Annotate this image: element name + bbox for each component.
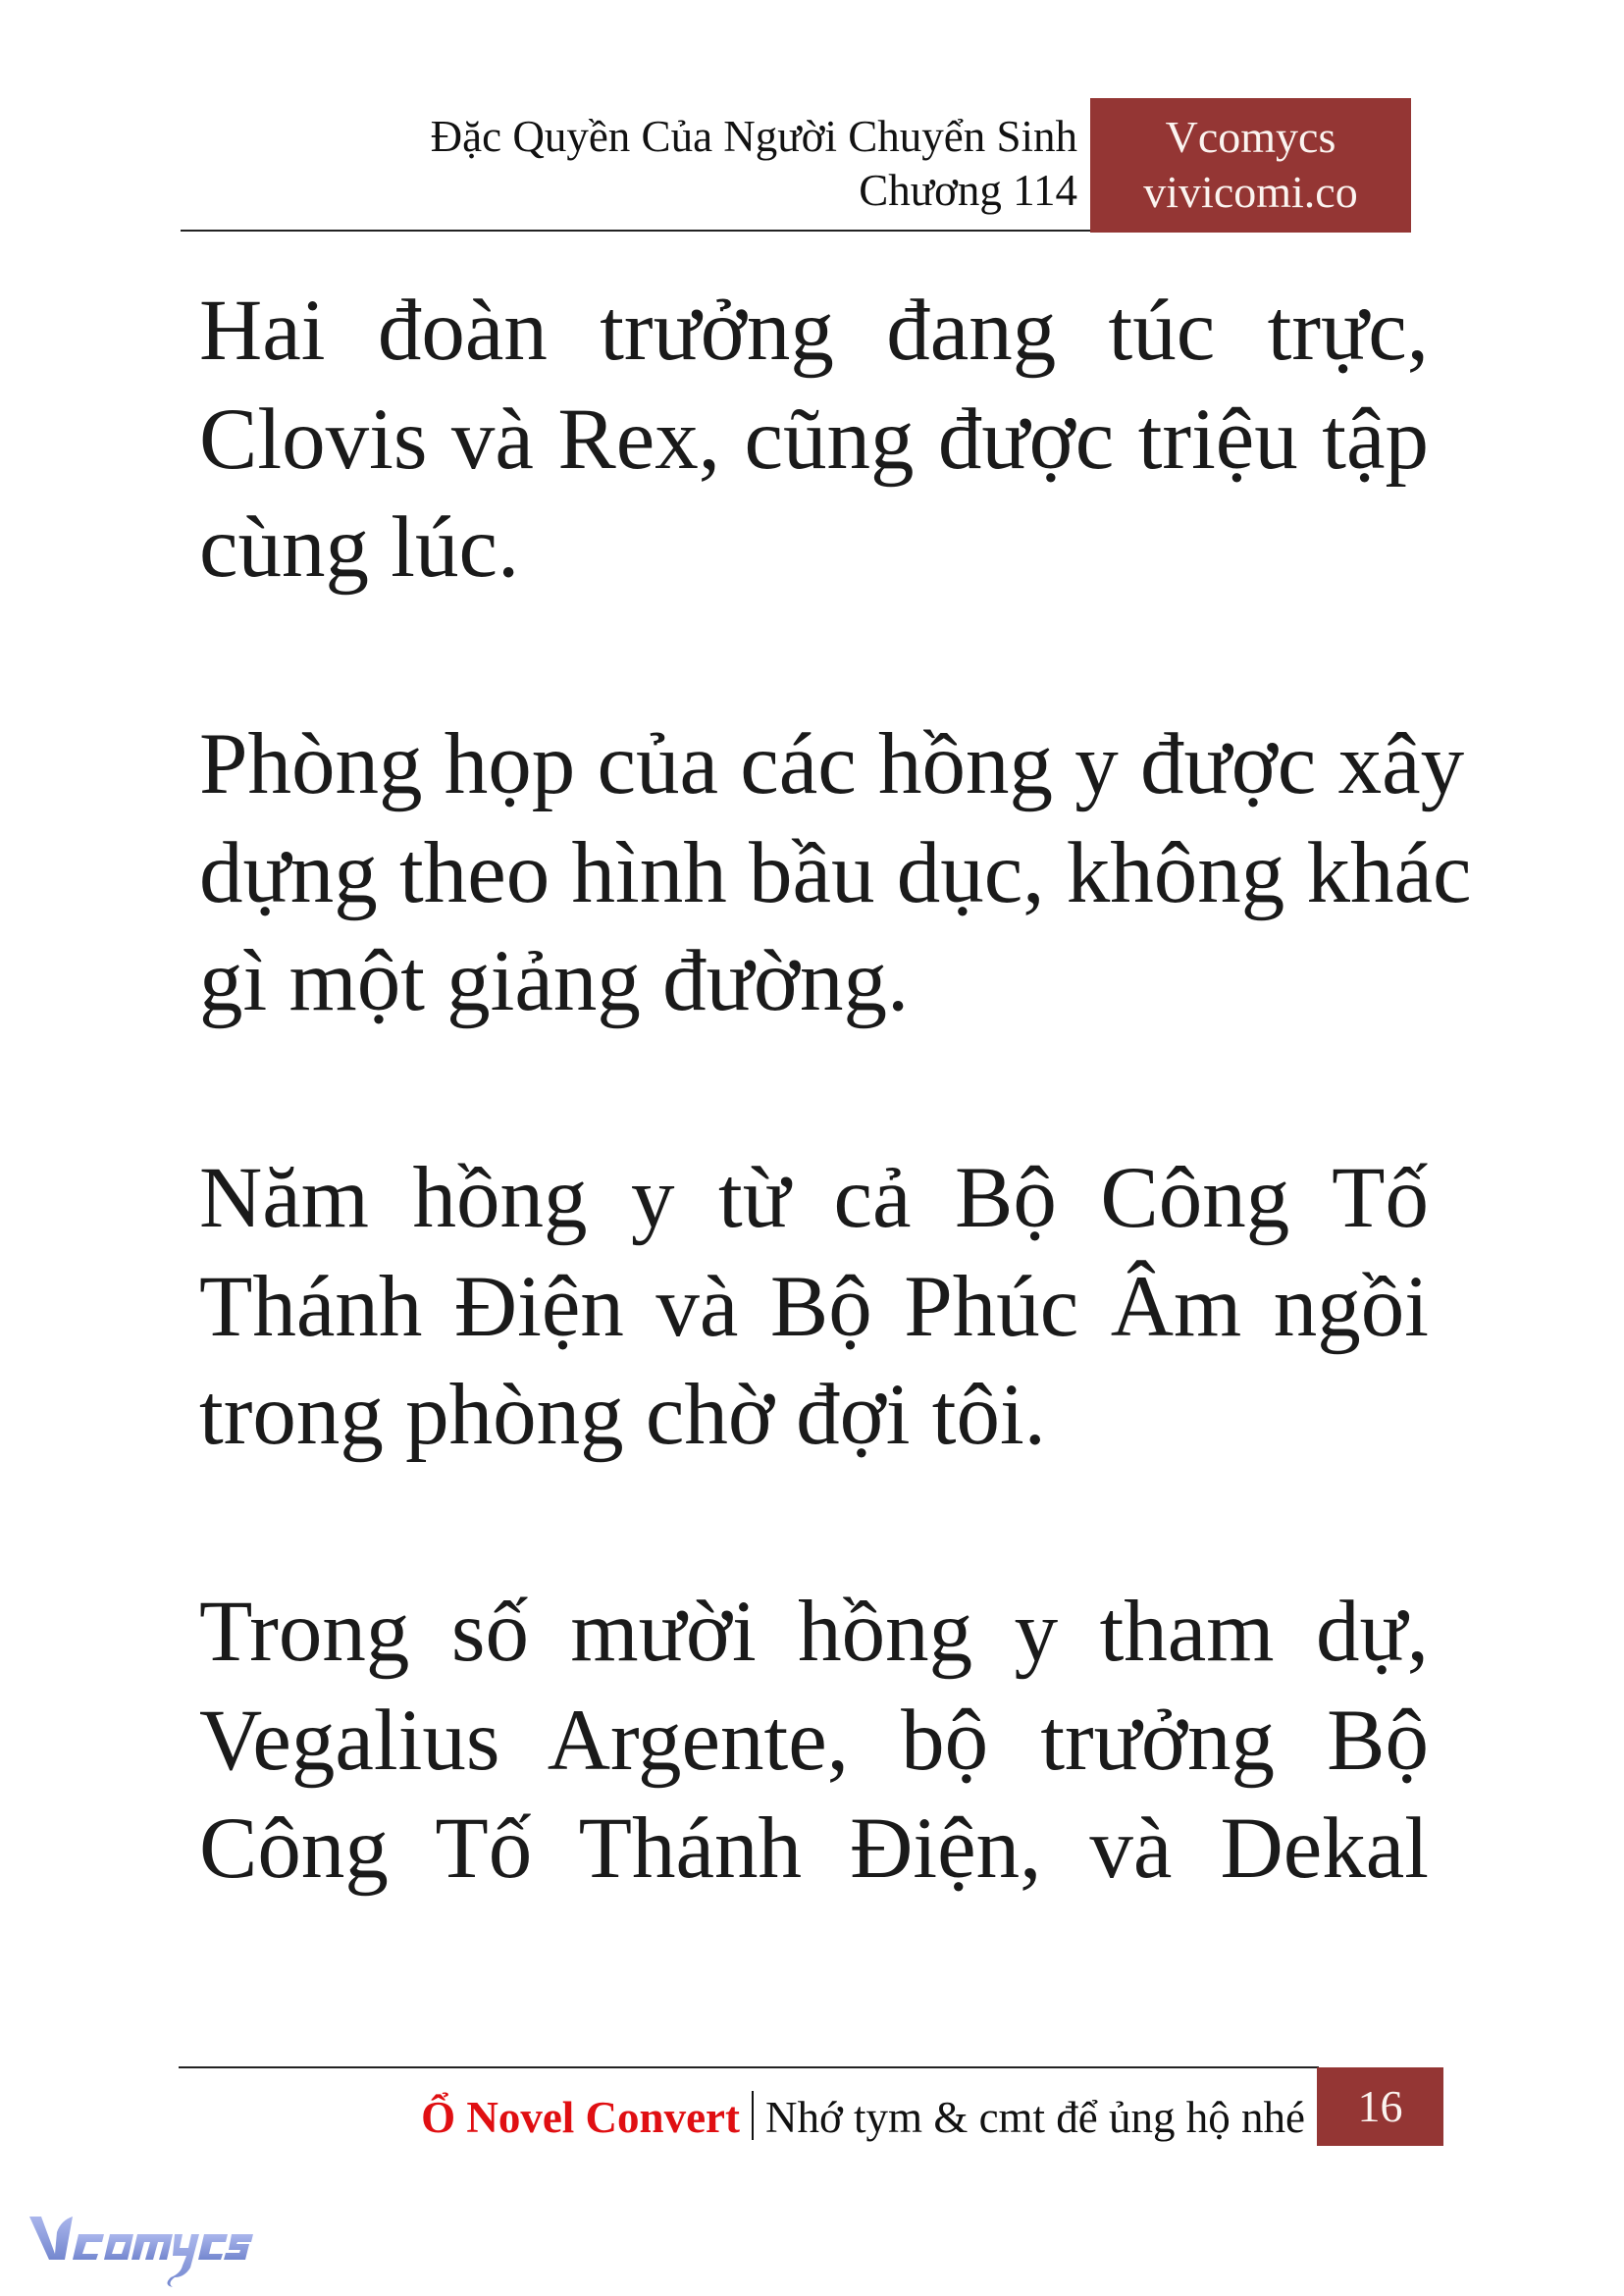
chapter-body [199, 277, 1472, 2011]
footer-separator [752, 2091, 754, 2140]
footer-divider [179, 2066, 1319, 2068]
text-line: Vegalius Argente, bộ trưởng Bộ [199, 1692, 1429, 1789]
header-divider [181, 230, 1091, 232]
chapter-label: Chương 114 [859, 166, 1077, 215]
brand-site: vivicomi.co [1143, 167, 1358, 217]
footer-brand: Ổ Novel Convert [421, 2093, 741, 2142]
brand-name: Vcomycs [1165, 112, 1336, 162]
text-line: Phòng họp của các hồng y được xây [199, 716, 1465, 812]
brand-badge [1090, 98, 1411, 233]
book-title: Đặc Quyền Của Người Chuyển Sinh [430, 112, 1077, 161]
text-line: Năm hồng y từ cả Bộ Công Tố [199, 1150, 1429, 1246]
text-line: cùng lúc. [199, 499, 520, 596]
text-line: Trong số mười hồng y tham dự, [199, 1584, 1429, 1680]
paragraph [199, 1578, 1429, 1904]
vcomycs-logo-icon [27, 2213, 253, 2291]
paragraph [199, 710, 1472, 1036]
paragraph [199, 1144, 1429, 1470]
text-line: Clovis và Rex, cũng được triệu tập [199, 391, 1429, 488]
text-line: gì một giảng đường. [199, 933, 910, 1029]
text-line: trong phòng chờ đợi tôi. [199, 1367, 1046, 1463]
footer-credit [421, 2090, 1305, 2145]
page-number: 16 [1317, 2067, 1443, 2146]
text-line: Hai đoàn trưởng đang túc trực, [199, 283, 1429, 379]
text-line: Công Tố Thánh Điện, và Dekal [199, 1800, 1429, 1897]
paragraph [199, 277, 1429, 602]
text-line: dựng theo hình bầu dục, không khác [199, 824, 1472, 921]
footer-message: Nhớ tym & cmt để ủng hộ nhé [765, 2093, 1305, 2142]
text-line: Thánh Điện và Bộ Phúc Âm ngồi [199, 1258, 1429, 1355]
running-header-title [181, 110, 1077, 218]
